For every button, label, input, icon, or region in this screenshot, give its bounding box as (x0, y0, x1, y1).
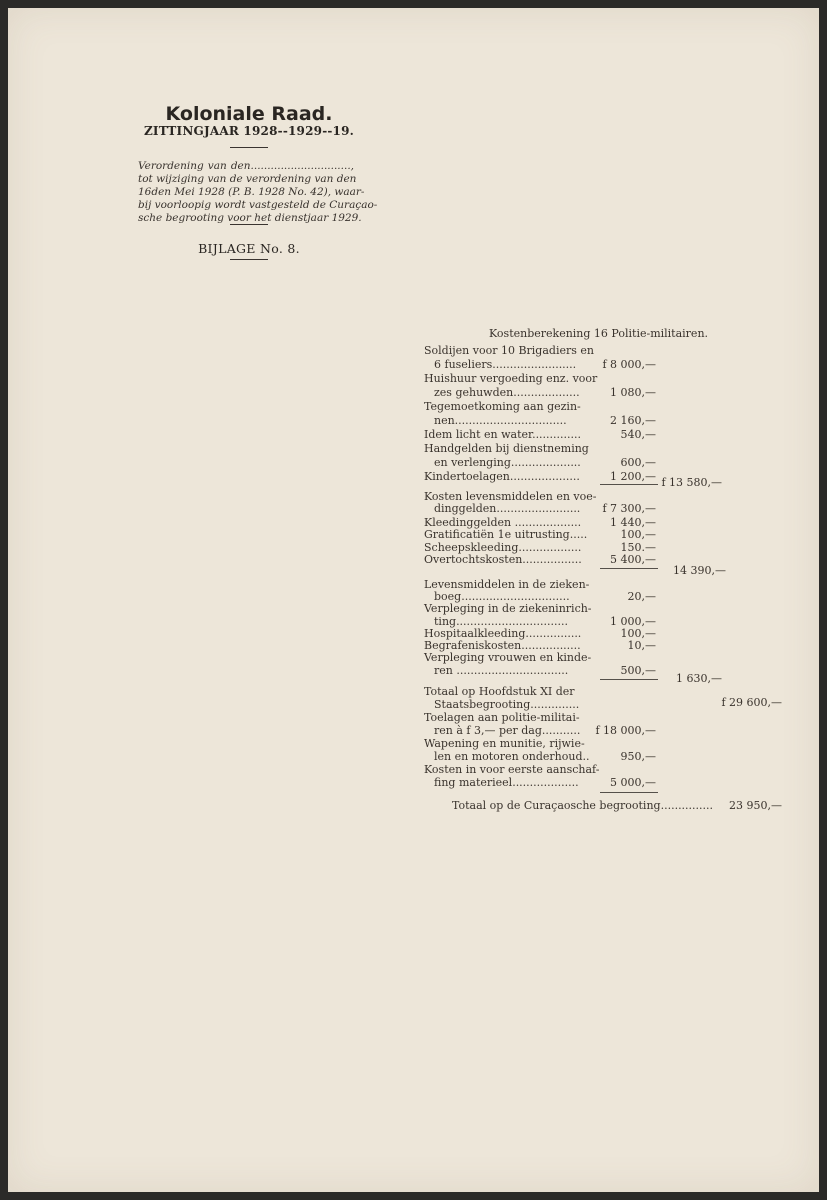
description-line: bij voorloopig wordt vastgesteld de Curaçao- (138, 199, 378, 211)
row-value: 100,— (620, 627, 656, 640)
row-label: Handgelden bij dienstneming (424, 442, 589, 455)
ordinance-description (138, 160, 378, 225)
row-value: 950,— (620, 750, 656, 763)
document-page (8, 8, 819, 1192)
row-label: nen................................ (434, 414, 567, 427)
row-label: Overtochtskosten................. (424, 553, 582, 566)
row-label: Totaal op Hoofdstuk XI der (424, 685, 575, 698)
row-label: Idem licht en water.............. (424, 428, 582, 441)
page-title: Koloniale Raad. (165, 103, 333, 125)
row-value: 5 400,— (610, 553, 656, 566)
row-label: ren ................................ (434, 664, 569, 677)
row-value: 150.— (620, 541, 656, 554)
row-value: f 18 000,— (595, 724, 656, 737)
row-value: 540,— (620, 428, 656, 441)
row-label: Verpleging vrouwen en kinde- (424, 651, 592, 664)
session-year: ZITTINGJAAR 1928--1929--19. (143, 124, 355, 138)
row-label: Wapening en munitie, rijwie- (424, 737, 585, 750)
subtotal-value: 1 630,— (676, 672, 722, 685)
appendix-number: BIJLAGE No. 8. (198, 241, 300, 256)
divider (230, 259, 268, 260)
description-line: sche begrooting voor het dienstjaar 1929. (138, 212, 362, 224)
description-line: tot wijziging van de verordening van den (138, 173, 357, 185)
row-label: Hospitaalkleeding................ (424, 627, 582, 640)
row-value: f 8 000,— (602, 358, 656, 371)
total-value: f 29 600,— (721, 696, 782, 709)
row-label: Verpleging in de ziekeninrich- (424, 602, 592, 615)
row-value: 5 000,— (610, 776, 656, 789)
divider (230, 147, 268, 148)
row-label: Kleedinggelden ................... (424, 516, 582, 529)
row-label: Levensmiddelen in de zieken- (424, 578, 590, 591)
row-value: 1 080,— (610, 386, 656, 399)
description-line: 16den Mei 1928 (P. B. 1928 No. 42), waar- (138, 186, 365, 198)
row-label: zes gehuwden................... (434, 386, 580, 399)
grand-total-value: 23 950,— (729, 799, 782, 812)
row-label: ting................................ (434, 615, 568, 628)
row-value: 2 160,— (610, 414, 656, 427)
row-label: boeg............................... (434, 590, 570, 603)
row-label: Kosten in voor eerste aanschaf- (424, 763, 600, 776)
row-label: len en motoren onderhoud.. (434, 750, 590, 763)
row-value: 600,— (620, 456, 656, 469)
row-label: Gratificatiën 1e uitrusting..... (424, 528, 588, 541)
row-label: Soldijen voor 10 Brigadiers en (424, 344, 594, 357)
row-value: 100,— (620, 528, 656, 541)
row-label: fing materieel................... (434, 776, 579, 789)
row-label: dinggelden........................ (434, 502, 581, 515)
row-value: f 7 300,— (602, 502, 656, 515)
row-label: 6 fuseliers........................ (434, 358, 577, 371)
subtotal-value: 14 390,— (673, 564, 726, 577)
row-value: 500,— (620, 664, 656, 677)
row-value: 1 440,— (610, 516, 656, 529)
row-label: Begrafeniskosten................. (424, 639, 581, 652)
row-value: 20,— (627, 590, 656, 603)
row-label: Huishuur vergoeding enz. voor (424, 372, 598, 385)
row-label: Toelagen aan politie-militai- (424, 711, 580, 724)
row-value: 10,— (627, 639, 656, 652)
row-label: Scheepskleeding.................. (424, 541, 582, 554)
divider (230, 224, 268, 225)
grand-total-label: Totaal op de Curaçaosche begrooting............... (452, 799, 714, 812)
row-label: Kosten levensmiddelen en voe- (424, 490, 597, 503)
row-label: ren à f 3,— per dag........... (434, 724, 581, 737)
row-label: en verlenging.................... (434, 456, 581, 469)
row-label: Kindertoelagen.................... (424, 470, 580, 483)
row-value: 1 000,— (610, 615, 656, 628)
table-heading: Kostenberekening 16 Politie-militairen. (489, 327, 709, 340)
row-value: 1 200,— (610, 470, 656, 483)
row-label: Staatsbegrooting.............. (434, 698, 580, 711)
sum-line (600, 792, 658, 793)
description-line: Verordening van den.............................., (138, 160, 354, 172)
subtotal-value: f 13 580,— (661, 476, 722, 489)
row-label: Tegemoetkoming aan gezin- (424, 400, 581, 413)
